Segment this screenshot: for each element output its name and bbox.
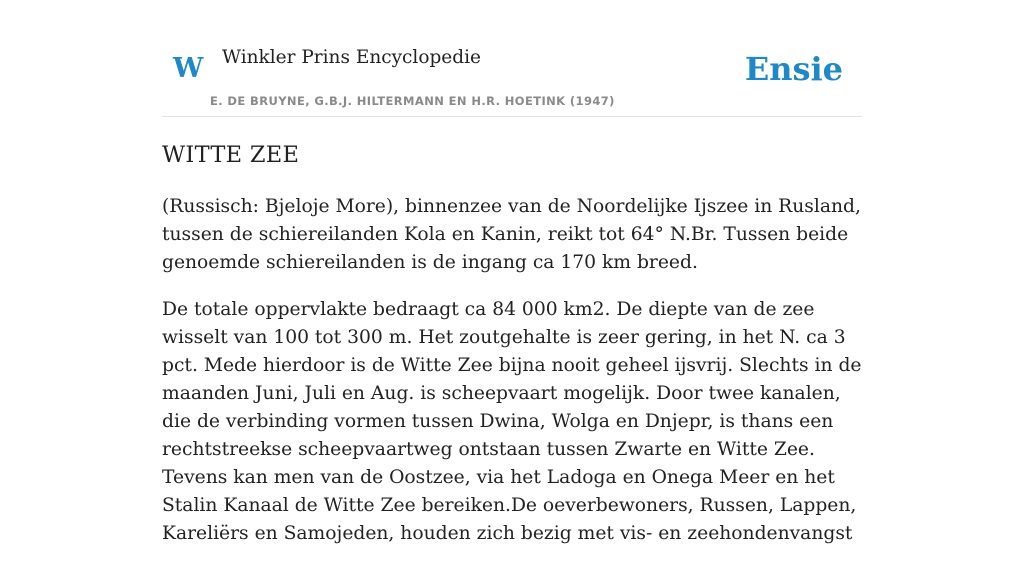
brand-logo-link[interactable]: Ensie <box>744 50 843 88</box>
page-header <box>162 0 862 117</box>
article-title: WITTE ZEE <box>162 142 300 168</box>
source-authors: E. DE BRUYNE, G.B.J. HILTERMANN EN H.R. HOETINK (1947) <box>210 94 615 108</box>
article-body <box>162 138 862 567</box>
source-logo[interactable]: W <box>173 53 204 84</box>
article-paragraph: (Russisch: Bjeloje More), binnenzee van de Noordelijke Ijszee in Rusland, tussen de schiereilanden Kola en Kanin, reikt tot 64° N.Br. Tussen beide genoemde schiereilanden is de ingang ca 170 km breed. <box>162 196 861 273</box>
article-paragraph: De totale oppervlakte bedraagt ca 84 000 km2. De diepte van de zee wisselt van 100 tot 300 m. Het zoutgehalte is zeer gering, in het N. ca 3 pct. Mede hierdoor is de Witte Zee bijna nooit geheel ijsvrij. Slechts in de maanden Juni, Juli en Aug. is scheepvaart mogelijk. Door twee kanalen, die de verbinding vormen tussen Dwina, Wolga en Dnjepr, is thans een rechtstreekse scheepvaartweg ontstaan tussen Zwarte en Witte Zee. Tevens kan men van de Oostzee, via het Ladoga en Onega Meer en het Stalin Kanaal de Witte Zee bereiken.De oeverbewoners, Russen, Lappen, Kareliërs en Samojeden, houden zich bezig met vis- en zeehondenvangst <box>162 299 862 544</box>
source-title-link[interactable]: Winkler Prins Encyclopedie <box>222 47 481 68</box>
